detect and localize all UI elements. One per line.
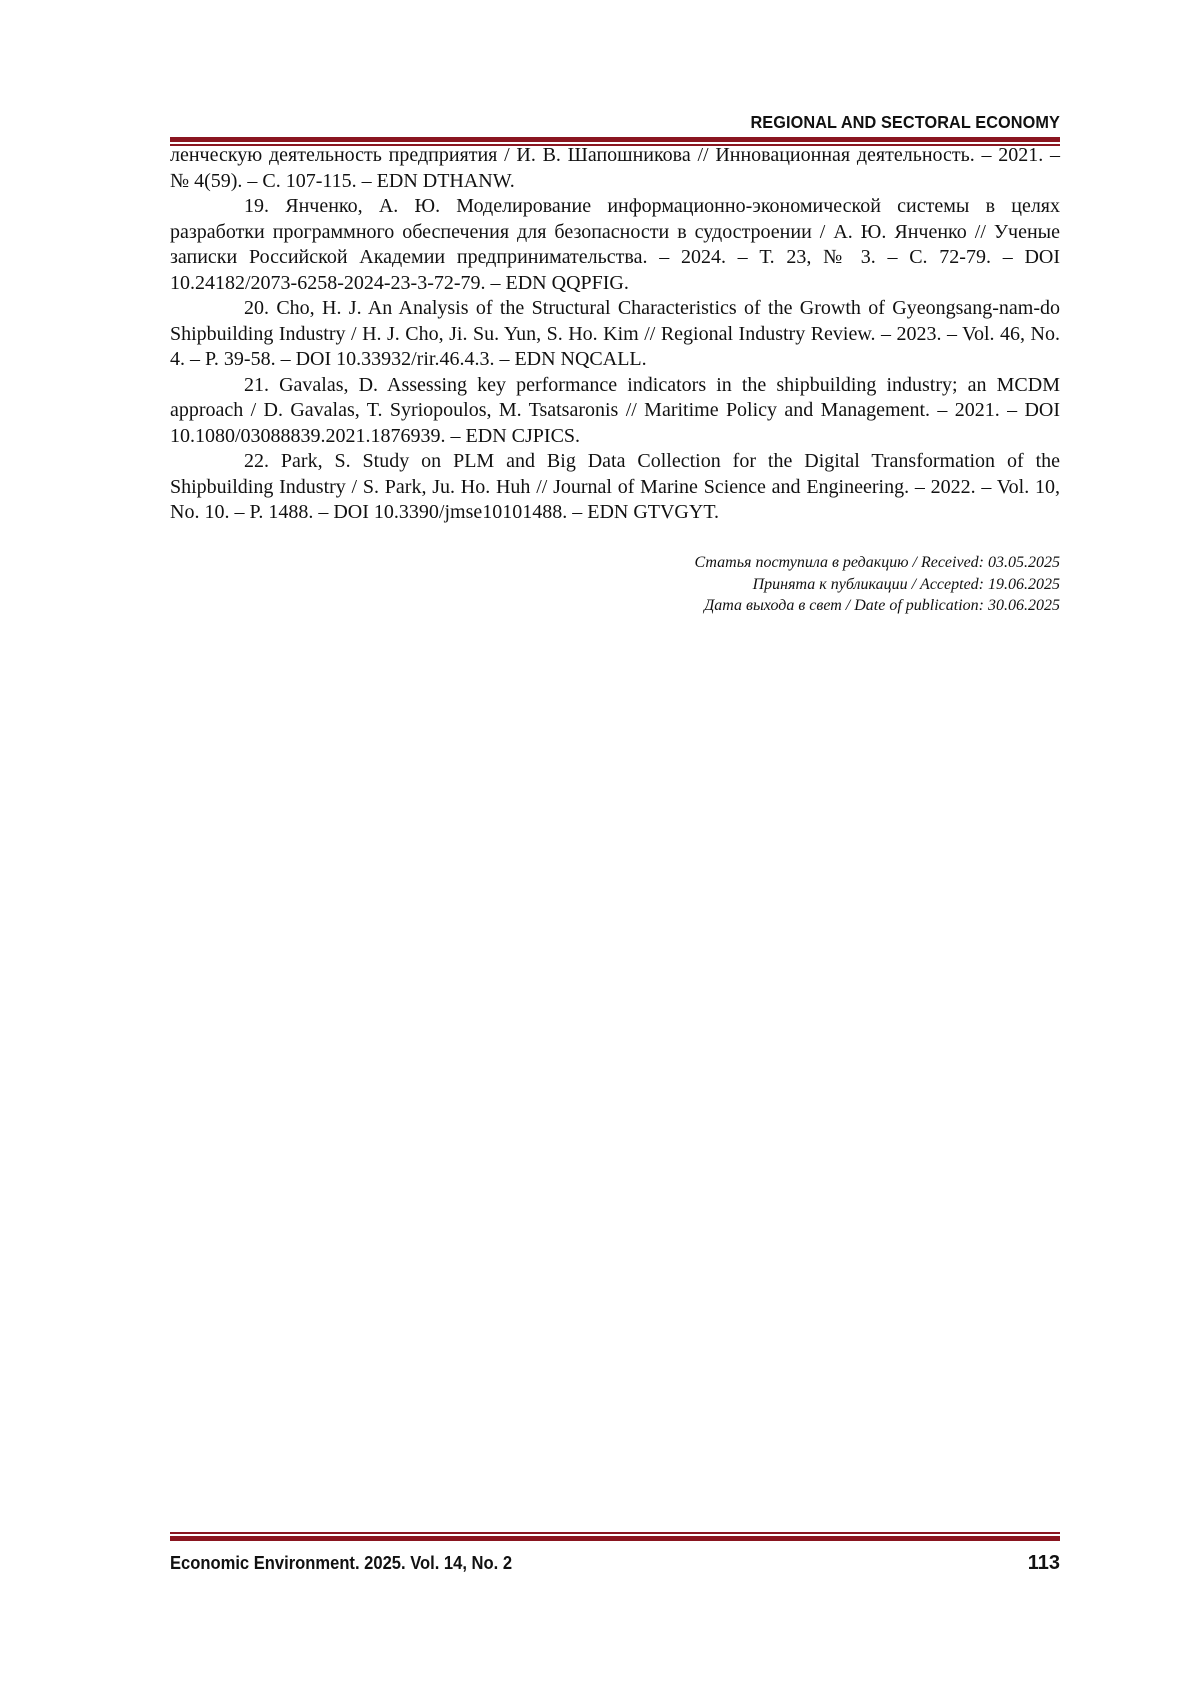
page-number: 113 <box>1027 1552 1060 1574</box>
footer-journal-citation: Economic Environment. 2025. Vol. 14, No. 2 <box>170 1553 513 1573</box>
reference-item-22: 22. Park, S. Study on PLM and Big Data Collection for the Digital Transformation of the Shipbuilding Industry / S. Park, Ju. Ho. Huh // Journal of Marine Science and Engineering. – 2022. – Vol. 10, No. 10. – P. 1488. – DOI 10.3390/jmse10101488. – EDN GTVGYT. <box>170 450 1060 523</box>
reference-item-21: 21. Gavalas, D. Assessing key performance indicators in the shipbuilding industry; an MCDM approach / D. Gavalas, T. Syriopoulos, M. Tsatsaronis // Maritime Policy and Management. – 2021. – DOI 10.1080/03088839.2021.1876939. – EDN CJPICS. <box>170 373 1060 447</box>
received-date: Статья поступила в редакцию / Received: 03.05.2025 <box>694 554 1060 571</box>
reference-list <box>170 143 1060 526</box>
accepted-date: Принята к публикации / Accepted: 19.06.2025 <box>752 575 1060 593</box>
publication-date: Дата выхода в свет / Date of publication: 30.06.2025 <box>704 597 1060 614</box>
running-head-section-title: REGIONAL AND SECTORAL ECONOMY <box>750 112 1060 132</box>
footer-rule-thick <box>170 1536 1060 1541</box>
reference-continuation: ленческую деятельность предприятия / И. В. Шапошникова // Инновационная деятельность. – 2021. – № 4(59). – С. 107-115. – EDN DTHANW. <box>170 144 1060 192</box>
header-rule-thick <box>170 137 1060 142</box>
footer-rule-thin <box>170 1532 1060 1534</box>
reference-item-20: 20. Cho, H. J. An Analysis of the Structural Characteristics of the Growth of Gyeongsang-nam-do Shipbuilding Industry / H. J. Cho, Ji. Su. Yun, S. Ho. Kim // Regional Industry Review. – 2023. – Vol. 46, No. 4. – P. 39-58. – DOI 10.33932/rir.46.4.3. – EDN NQCALL. <box>170 297 1060 370</box>
article-dates <box>560 552 1060 617</box>
footer-rule <box>170 1532 1060 1541</box>
reference-item-19: 19. Янченко, А. Ю. Моделирование информационно-экономической системы в целях разработки программного обеспечения для безопасности в судостроении / А. Ю. Янченко // Ученые записки Российской Академии предпринимательства. – 2024. – Т. 23, № 3. – С. 72-79. – DOI 10.24182/2073-6258-2024-23-3-72-79. – EDN QQPFIG. <box>170 195 1060 294</box>
